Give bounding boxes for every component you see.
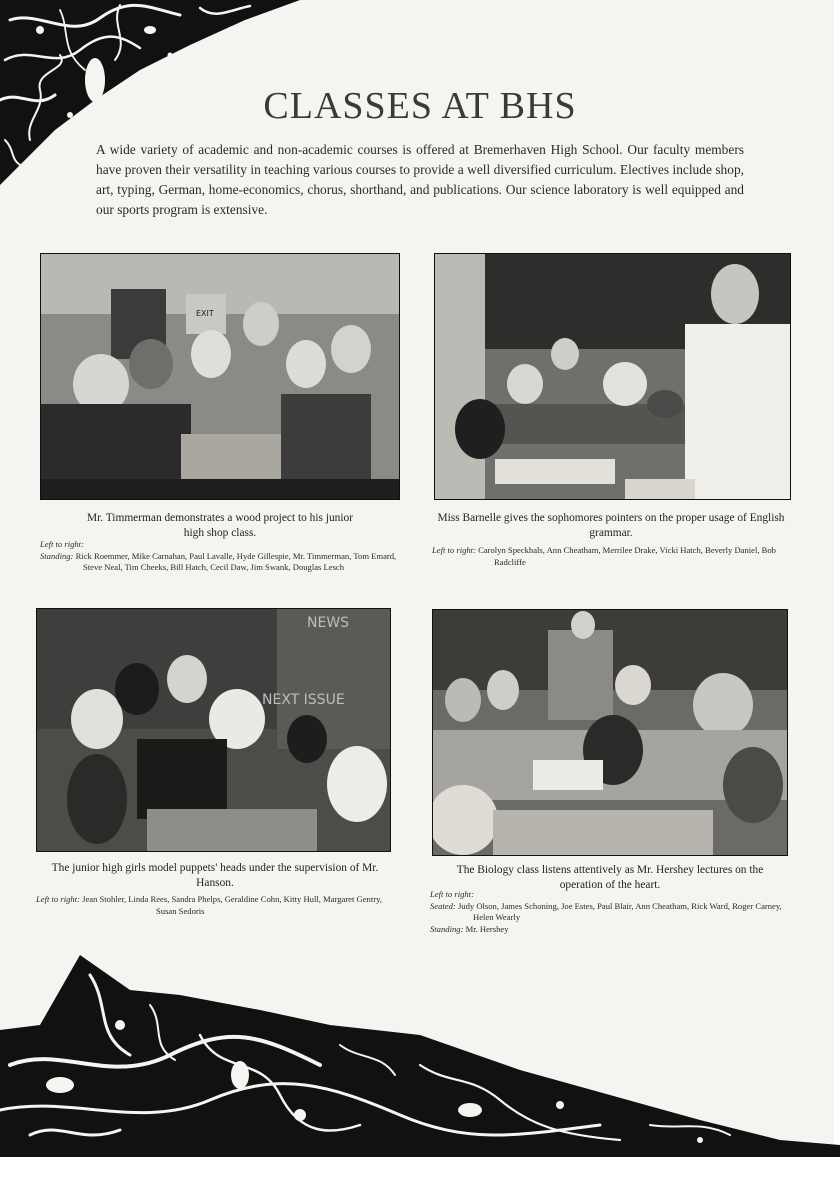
- caption-shop-class: Mr. Timmerman demonstrates a wood project to his junior high shop class.: [86, 512, 354, 539]
- bottom-splatter-decoration: [0, 935, 840, 1157]
- chalkboard-text-next-issue: NEXT ISSUE: [262, 692, 345, 708]
- caption-biology-class: The Biology class listens attentively as Mr. Hershey lectures on the operation of the heart.: [456, 864, 764, 891]
- caption-puppet-class: The junior high girls model puppets' heads under the supervision of Mr. Hanson.: [51, 862, 379, 889]
- exit-sign: EXIT: [196, 309, 214, 318]
- names-label: Left to right:: [430, 889, 474, 899]
- names-puppet-class: [36, 894, 394, 917]
- names-label: Standing:: [430, 923, 464, 934]
- names-row: [430, 889, 792, 901]
- page-title: CLASSES AT BHS: [263, 85, 577, 127]
- names-row: [430, 901, 792, 924]
- names-list: Judy Olson, James Schoning, Joe Estes, Paul Blair, Ann Cheatham, Rick Ward, Roger Carney, Helen Wearly: [457, 900, 782, 922]
- names-shop-class: [40, 539, 398, 574]
- names-row: [36, 894, 394, 917]
- names-row: [40, 539, 398, 551]
- names-english-class: [432, 545, 790, 568]
- names-label: Left to right:: [36, 894, 80, 904]
- names-row: [40, 551, 398, 574]
- names-row: [432, 545, 790, 568]
- names-list: Rick Roemmer, Mike Carnahan, Paul Lavalle, Hyde Gillespie, Mr. Timmerman, Tom Emard, Steve Neal, Tim Cheeks, Bill Hatch, Cecil Daw, Jim Swank, Douglas Lesch: [75, 550, 397, 572]
- intro-paragraph: A wide variety of academic and non-academic courses is offered at Bremerhaven High School. Our faculty members have proven their versatility in teaching various courses to provide a well diversified curriculum. Electives include shop, art, typing, German, home-economics, chorus, shorthand, and publications. Our science laboratory is well equipped and our sports program is extensive.: [96, 142, 744, 217]
- photo-biology-class: [432, 609, 788, 856]
- names-list: Mr. Hershey: [465, 923, 509, 934]
- chalkboard-text-news: NEWS: [307, 615, 350, 631]
- names-row: [430, 924, 792, 936]
- names-label: Left to right:: [40, 539, 84, 549]
- names-label: Seated:: [430, 900, 456, 911]
- names-biology-class: [430, 889, 792, 935]
- names-label: Standing:: [40, 550, 74, 561]
- names-list: Jean Stohler, Linda Rees, Sandra Phelps, Geraldine Cohn, Kitty Hull, Margaret Gentry, Susan Sedoris: [82, 894, 382, 916]
- photo-shop-class: [40, 253, 400, 500]
- photo-puppet-class: [36, 608, 391, 852]
- photo-english-class: [434, 253, 791, 500]
- caption-english-class: Miss Barnelle gives the sophomores pointers on the proper usage of English grammar.: [437, 512, 785, 539]
- names-label: Left to right:: [432, 545, 476, 555]
- names-list: Carolyn Speckhals, Ann Cheatham, Merrilee Drake, Vicki Hatch, Beverly Daniel, Bob Radcliffe: [478, 545, 776, 567]
